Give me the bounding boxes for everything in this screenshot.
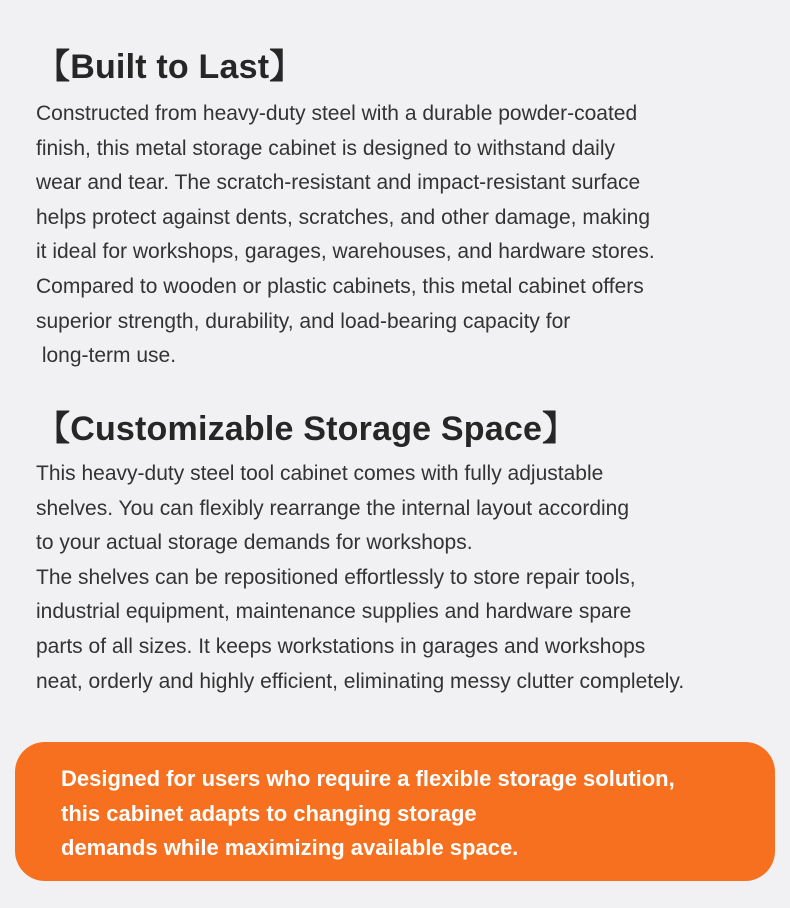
- callout-line: demands while maximizing available space.: [61, 835, 519, 860]
- body-line: This heavy-duty steel tool cabinet comes with fully adjustable: [36, 462, 604, 485]
- section-built-to-last: [36, 44, 766, 374]
- callout-banner: [15, 742, 775, 881]
- section-heading: 【Customizable Storage Space】: [36, 410, 577, 448]
- body-line: The shelves can be repositioned effortlessly to store repair tools,: [36, 565, 636, 589]
- section-customizable-storage: [36, 406, 766, 699]
- section-body: [36, 457, 766, 699]
- body-line: wear and tear. The scratch-resistant and impact-resistant surface: [36, 171, 641, 195]
- body-line: superior strength, durability, and load-bearing capacity for: [36, 309, 571, 333]
- callout-line: Designed for users who require a flexible storage solution,: [61, 766, 675, 791]
- body-line: neat, orderly and highly efficient, eliminating messy clutter completely.: [36, 669, 685, 693]
- body-line: shelves. You can flexibly rearrange the internal layout according: [36, 496, 630, 520]
- body-line: finish, this metal storage cabinet is designed to withstand daily: [36, 136, 615, 160]
- body-line: parts of all sizes. It keeps workstations in garages and workshops: [36, 634, 646, 658]
- body-line: helps protect against dents, scratches, and other damage, making: [36, 205, 651, 229]
- callout-line: this cabinet adapts to changing storage: [61, 800, 477, 826]
- body-line: industrial equipment, maintenance supplies and hardware spare: [36, 600, 632, 624]
- body-line: it ideal for workshops, garages, warehouses, and hardware stores.: [36, 240, 655, 264]
- body-line: Compared to wooden or plastic cabinets, this metal cabinet offers: [36, 274, 644, 298]
- section-heading: 【Built to Last】: [36, 48, 304, 86]
- body-line: Constructed from heavy-duty steel with a durable powder-coated: [36, 102, 638, 125]
- section-body: [36, 97, 766, 374]
- body-line: to your actual storage demands for workshops.: [36, 531, 473, 555]
- body-line: long-term use.: [36, 344, 177, 368]
